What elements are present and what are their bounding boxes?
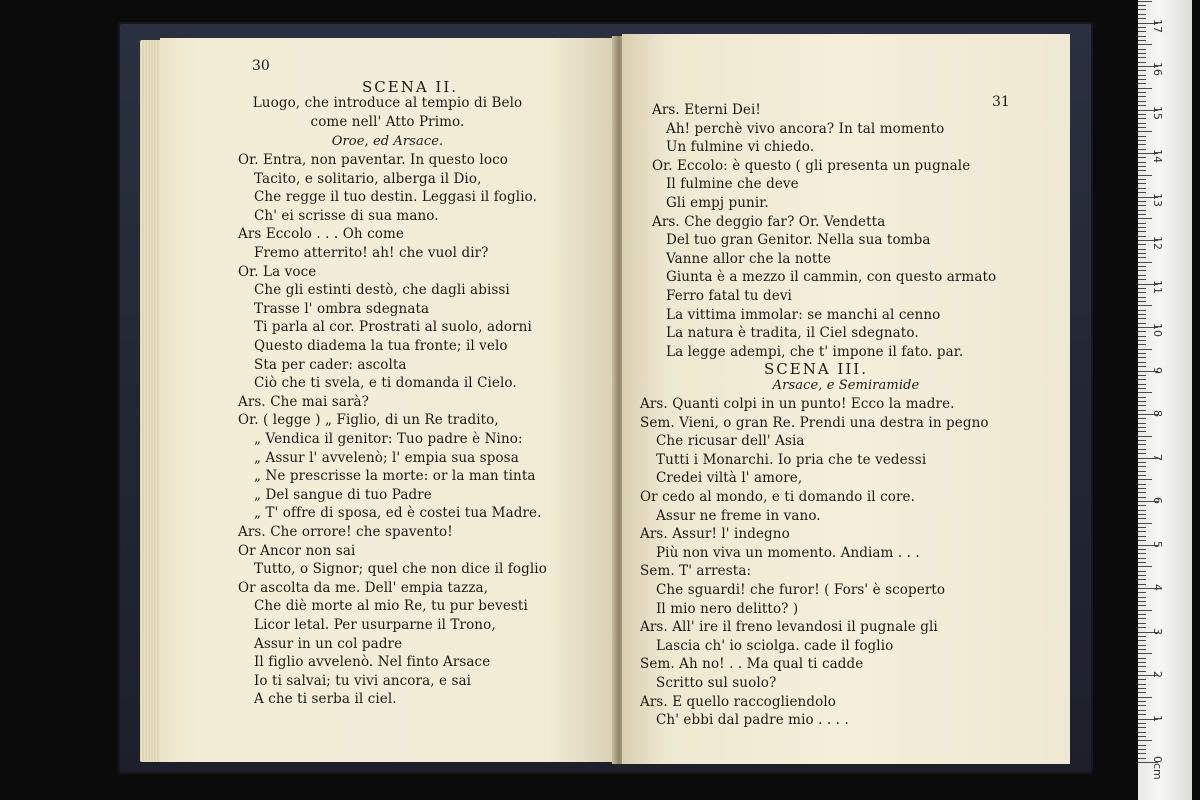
setting-line-1: Luogo, che introduce al tempio di Belo — [252, 95, 523, 111]
ruler-tick — [1138, 627, 1146, 628]
verse-line: Che sguardi! che furor! ( Fors' è scoperto — [656, 582, 946, 598]
ruler-tick — [1138, 605, 1146, 606]
ruler-tick — [1138, 270, 1146, 271]
ruler-tick — [1138, 392, 1152, 393]
verse-line: Che diè morte al mio Re, tu pur bevesti — [254, 598, 528, 615]
verse-line: Ti parla al cor. Prostrati al suolo, adorni — [254, 319, 532, 336]
verse-line: Or cedo al mondo, e ti domando il core. — [640, 489, 915, 505]
ruler-tick — [1138, 323, 1146, 324]
verse-line: Sta per cader: ascolta — [254, 356, 407, 373]
ruler-number: 17 — [1151, 18, 1164, 33]
ruler-tick — [1138, 666, 1146, 667]
verse-line: „ T' offre di sposa, ed è costei tua Madre. — [254, 505, 542, 522]
verse-line: Vanne allor che la notte — [666, 250, 832, 267]
ruler-tick — [1138, 210, 1146, 211]
ruler-tick — [1138, 384, 1146, 385]
verse-line: Licor letal. Per usurparne il Trono, — [254, 617, 496, 633]
verse-line: „ Vendica il genitor: Tuo padre è Nino: — [254, 431, 523, 447]
ruler-tick — [1138, 353, 1146, 354]
verse-line: „ Del sangue di tuo Padre — [254, 486, 432, 503]
ruler-tick — [1138, 1, 1152, 2]
verse-line: Ah! perchè vivo ancora? In tal momento — [666, 120, 945, 137]
verse-line: Tutti i Monarchi. Io pria che te vedessi — [656, 451, 927, 468]
ruler-tick — [1138, 175, 1152, 176]
ruler-tick — [1138, 53, 1146, 54]
ruler-tick — [1138, 566, 1152, 567]
ruler-tick — [1138, 475, 1146, 476]
ruler-tick — [1138, 305, 1152, 306]
ruler-number: 5 — [1151, 540, 1164, 548]
ruler-tick — [1138, 753, 1146, 754]
verse-line: „ Assur l' avvelenò; l' empia sua sposa — [254, 449, 519, 466]
ruler-tick — [1138, 140, 1146, 141]
ruler-tick — [1138, 710, 1146, 711]
verse-line: Ars. E quello raccogliendolo — [640, 693, 836, 710]
verse-line: La natura è tradita, il Ciel sdegnato. — [666, 325, 919, 342]
ruler-tick — [1138, 318, 1146, 319]
verse-line: Più non viva un momento. Andiam . . . — [656, 544, 920, 561]
ruler-tick — [1138, 749, 1146, 750]
verse-line: Ars. Che orrore! che spavento! — [238, 524, 453, 540]
ruler-tick — [1138, 714, 1146, 715]
ruler-tick — [1138, 123, 1146, 124]
ruler-tick — [1138, 44, 1152, 45]
verse-line: Un fulmine vi chiedo. — [666, 139, 815, 156]
ruler-tick — [1138, 257, 1146, 258]
verse-line: Che ricusar dell' Asia — [656, 433, 805, 450]
ruler-tick — [1138, 658, 1146, 659]
ruler-tick — [1138, 96, 1146, 97]
verse-line: Lascia ch' io sciolga. cade il foglio — [656, 637, 894, 654]
ruler-tick — [1138, 597, 1146, 598]
ruler-tick — [1138, 397, 1146, 398]
verse-line: Scritto sul suolo? — [656, 675, 777, 691]
ruler-tick — [1138, 479, 1152, 480]
verse-line: Ars. Che mai sarà? — [238, 393, 369, 410]
ruler-tick — [1138, 331, 1146, 332]
ruler-tick — [1138, 745, 1146, 746]
ruler-tick — [1138, 553, 1146, 554]
ruler-label: 0cm — [1151, 756, 1164, 780]
ruler-tick — [1138, 366, 1146, 367]
ruler-tick — [1138, 288, 1146, 289]
ruler-tick — [1138, 558, 1146, 559]
ruler-number: 9 — [1151, 366, 1164, 374]
verse-line: Ars. Assur! l' indegno — [640, 526, 790, 543]
verse-line: Ars. Quanti colpi in un punto! Ecco la madre. — [640, 396, 955, 412]
verse-line: Or. Entra, non paventar. In questo loco — [238, 152, 508, 168]
ruler-tick — [1138, 362, 1146, 363]
ruler-tick — [1138, 136, 1146, 137]
ruler-number: 7 — [1151, 453, 1164, 461]
ruler-tick — [1138, 562, 1146, 563]
measuring-ruler — [1138, 0, 1192, 800]
ruler-tick — [1138, 653, 1152, 654]
ruler-tick — [1138, 131, 1152, 132]
verse-line: Ch' ebbi dal padre mio . . . . — [656, 712, 849, 729]
ruler-number: 8 — [1151, 410, 1164, 417]
scene-title-right: SCENA III. — [764, 360, 868, 378]
ruler-tick — [1138, 5, 1146, 6]
ruler-tick — [1138, 523, 1152, 524]
ruler-tick — [1138, 262, 1152, 263]
ruler-tick — [1138, 310, 1146, 311]
ruler-tick — [1138, 253, 1146, 254]
ruler-number: 6 — [1151, 497, 1164, 504]
ruler-tick — [1138, 114, 1146, 115]
ruler-tick — [1138, 57, 1146, 58]
verse-line: Gli empj punir. — [666, 195, 769, 211]
ruler-tick — [1138, 671, 1146, 672]
ruler-tick — [1138, 514, 1146, 515]
ruler-tick — [1138, 18, 1146, 19]
ruler-tick — [1138, 444, 1146, 445]
ruler-tick — [1138, 527, 1146, 528]
ruler-tick — [1138, 227, 1146, 228]
scene-title-left: SCENA II. — [362, 78, 459, 96]
ruler-tick — [1138, 62, 1146, 63]
verse-line: Io ti salvai; tu vivi ancora, e sai — [254, 672, 472, 689]
verse-line: Ars Eccolo . . . Oh come — [238, 226, 404, 243]
ruler-tick — [1138, 40, 1146, 41]
ruler-tick — [1138, 723, 1146, 724]
ruler-tick — [1138, 344, 1146, 345]
ruler-tick — [1138, 701, 1146, 702]
verse-line: Sem. Vieni, o gran Re. Prendi una destra in pegno — [640, 414, 989, 431]
ruler-tick — [1138, 83, 1146, 84]
ruler-tick — [1138, 301, 1146, 302]
ruler-tick — [1138, 201, 1146, 202]
ruler-tick — [1138, 88, 1152, 89]
ruler-number: 15 — [1151, 105, 1164, 120]
verse-line: Il mio nero delitto? ) — [656, 600, 799, 617]
ruler-tick — [1138, 536, 1146, 537]
ruler-tick — [1138, 279, 1146, 280]
ruler-tick — [1138, 101, 1146, 102]
ruler-tick — [1138, 92, 1146, 93]
ruler-tick — [1138, 118, 1146, 119]
ruler-tick — [1138, 218, 1152, 219]
ruler-tick — [1138, 388, 1146, 389]
verse-line: La legge adempi, che t' impone il fato. par. — [666, 343, 964, 360]
ruler-tick — [1138, 297, 1146, 298]
ruler-tick — [1138, 205, 1146, 206]
ruler-tick — [1138, 75, 1146, 76]
ruler-number: 11 — [1151, 279, 1164, 294]
ruler-tick — [1138, 340, 1146, 341]
verse-line: Ch' ei scrisse di sua mano. — [254, 207, 439, 224]
ruler-tick — [1138, 518, 1146, 519]
ruler-tick — [1138, 466, 1146, 467]
ruler-tick — [1138, 636, 1146, 637]
verse-line: Ciò che ti svela, e ti domanda il Cielo. — [254, 375, 517, 392]
ruler-tick — [1138, 144, 1146, 145]
verse-line: Or. Eccolo: è questo ( gli presenta un pugnale — [652, 157, 971, 174]
ruler-tick — [1138, 9, 1146, 10]
ruler-tick — [1138, 736, 1146, 737]
ruler-tick — [1138, 462, 1146, 463]
verse-line: Sem. Ah no! . . Ma qual ti cadde — [640, 656, 864, 673]
ruler-tick — [1138, 336, 1146, 337]
ruler-tick — [1138, 645, 1146, 646]
verse-line: Or ascolta da me. Dell' empia tazza, — [238, 579, 489, 596]
verse-line: Assur in un col padre — [254, 635, 403, 652]
ruler-tick — [1138, 431, 1146, 432]
ruler-tick — [1138, 49, 1146, 50]
ruler-tick — [1138, 423, 1146, 424]
verse-line: Ars. All' ire il freno levandosi il pugnale gli — [640, 619, 938, 636]
verse-line: Il figlio avvelenò. Nel finto Arsace — [254, 654, 491, 671]
ruler-number: 2 — [1151, 671, 1164, 678]
verse-line: Or. La voce — [238, 263, 317, 280]
ruler-tick — [1138, 179, 1146, 180]
ruler-tick — [1138, 584, 1146, 585]
ruler-tick — [1138, 692, 1146, 693]
ruler-tick — [1138, 401, 1146, 402]
ruler-tick — [1138, 192, 1146, 193]
verse-line: Sem. T' arresta: — [640, 563, 752, 580]
verse-line: Or. ( legge ) „ Figlio, di un Re tradito, — [238, 412, 499, 429]
ruler-tick — [1138, 379, 1146, 380]
ruler-tick — [1138, 149, 1146, 150]
ruler-tick — [1138, 223, 1146, 224]
ruler-tick — [1138, 157, 1146, 158]
ruler-number: 14 — [1151, 149, 1164, 163]
ruler-tick — [1138, 244, 1146, 245]
ruler-tick — [1138, 488, 1146, 489]
ruler-tick — [1138, 127, 1146, 128]
ruler-tick — [1138, 540, 1146, 541]
verse-line: Che gli estinti destò, che dagli abissi — [254, 282, 510, 299]
characters-right: Arsace, e Semiramide — [772, 378, 920, 393]
ruler-tick — [1138, 727, 1146, 728]
ruler-number: 13 — [1151, 192, 1164, 207]
ruler-tick — [1138, 27, 1146, 28]
ruler-tick — [1138, 427, 1146, 428]
setting-line-2: come nell' Atto Primo. — [310, 114, 465, 130]
ruler-tick — [1138, 688, 1146, 689]
ruler-tick — [1138, 684, 1146, 685]
verse-line: Ferro fatal tu devi — [666, 288, 792, 304]
ruler-tick — [1138, 236, 1146, 237]
ruler-tick — [1138, 618, 1146, 619]
ruler-tick — [1138, 170, 1146, 171]
right-page — [622, 34, 1070, 764]
ruler-tick — [1138, 623, 1146, 624]
ruler-tick — [1138, 36, 1146, 37]
verse-line: „ Ne prescrisse la morte: or la man tinta — [254, 468, 536, 485]
ruler-tick — [1138, 214, 1146, 215]
ruler-tick — [1138, 601, 1146, 602]
ruler-tick — [1138, 410, 1146, 411]
ruler-number: 16 — [1151, 62, 1164, 76]
verse-line: Fremo atterrito! ah! che vuol dir? — [254, 245, 489, 261]
ruler-tick — [1138, 14, 1146, 15]
ruler-tick — [1138, 453, 1146, 454]
verse-line: Or Ancor non sai — [238, 542, 356, 559]
ruler-number: 3 — [1151, 627, 1164, 635]
ruler-tick — [1138, 592, 1146, 593]
characters-left: Oroe, ed Arsace. — [331, 134, 444, 149]
verse-line: Trasse l' ombra sdegnata — [254, 300, 430, 317]
page-number-right: 31 — [992, 94, 1010, 110]
ruler-tick — [1138, 740, 1152, 741]
ruler-tick — [1138, 705, 1146, 706]
ruler-tick — [1138, 449, 1146, 450]
ruler-number: 12 — [1151, 236, 1164, 250]
ruler-tick — [1138, 492, 1146, 493]
ruler-tick — [1138, 510, 1146, 511]
ruler-tick — [1138, 79, 1146, 80]
ruler-number: 10 — [1151, 323, 1164, 337]
verse-line: Tutto, o Signor; quel che non dice il foglio — [254, 561, 547, 578]
verse-line: Giunta è a mezzo il cammin, con questo armato — [666, 269, 997, 286]
ruler-tick — [1138, 732, 1146, 733]
ruler-tick — [1138, 183, 1146, 184]
ruler-tick — [1138, 531, 1146, 532]
ruler-tick — [1138, 249, 1146, 250]
verse-line: Credei viltà l' amore, — [656, 470, 803, 487]
verse-line: A che ti serba il ciel. — [254, 691, 397, 708]
ruler-tick — [1138, 679, 1146, 680]
verse-line: Questo diadema la tua fronte; il velo — [254, 338, 508, 354]
ruler-tick — [1138, 662, 1146, 663]
verse-line: Ars. Che deggio far? Or. Vendetta — [652, 213, 886, 230]
ruler-number: 4 — [1151, 584, 1164, 591]
ruler-tick — [1138, 649, 1146, 650]
ruler-tick — [1138, 579, 1146, 580]
verse-line: Del tuo gran Genitor. Nella sua tomba — [666, 232, 931, 249]
ruler-tick — [1138, 571, 1146, 572]
ruler-tick — [1138, 375, 1146, 376]
ruler-tick — [1138, 505, 1146, 506]
ruler-tick — [1138, 292, 1146, 293]
ruler-tick — [1138, 440, 1146, 441]
ruler-tick — [1138, 436, 1152, 437]
verse-line: Assur ne freme in vano. — [656, 507, 821, 524]
ruler-tick — [1138, 31, 1146, 32]
verse-line: Tacito, e solitario, alberga il Dio, — [254, 170, 482, 187]
ruler-tick — [1138, 575, 1146, 576]
ruler-tick — [1138, 275, 1146, 276]
ruler-tick — [1138, 405, 1146, 406]
verse-line: Ars. Eterni Dei! — [652, 102, 761, 118]
ruler-tick — [1138, 188, 1146, 189]
ruler-tick — [1138, 166, 1146, 167]
ruler-number: 1 — [1151, 714, 1164, 722]
ruler-tick — [1138, 162, 1146, 163]
ruler-tick — [1138, 614, 1146, 615]
verse-line: Che regge il tuo destin. Leggasi il foglio. — [254, 189, 537, 206]
ruler-tick — [1138, 549, 1146, 550]
ruler-tick — [1138, 484, 1146, 485]
ruler-tick — [1138, 497, 1146, 498]
ruler-tick — [1138, 758, 1146, 759]
page-number-left: 30 — [252, 58, 270, 74]
ruler-tick — [1138, 349, 1152, 350]
ruler-tick — [1138, 266, 1146, 267]
ruler-tick — [1138, 610, 1152, 611]
verse-line: La vittima immolar: se manchi al cenno — [666, 306, 941, 323]
ruler-tick — [1138, 314, 1146, 315]
left-page — [160, 38, 615, 762]
verse-line: Il fulmine che deve — [666, 176, 799, 193]
ruler-tick — [1138, 357, 1146, 358]
ruler-tick — [1138, 105, 1146, 106]
ruler-tick — [1138, 418, 1146, 419]
ruler-tick — [1138, 471, 1146, 472]
ruler-tick — [1138, 697, 1152, 698]
ruler-tick — [1138, 640, 1146, 641]
ruler-tick — [1138, 231, 1146, 232]
ruler-tick — [1138, 70, 1146, 71]
